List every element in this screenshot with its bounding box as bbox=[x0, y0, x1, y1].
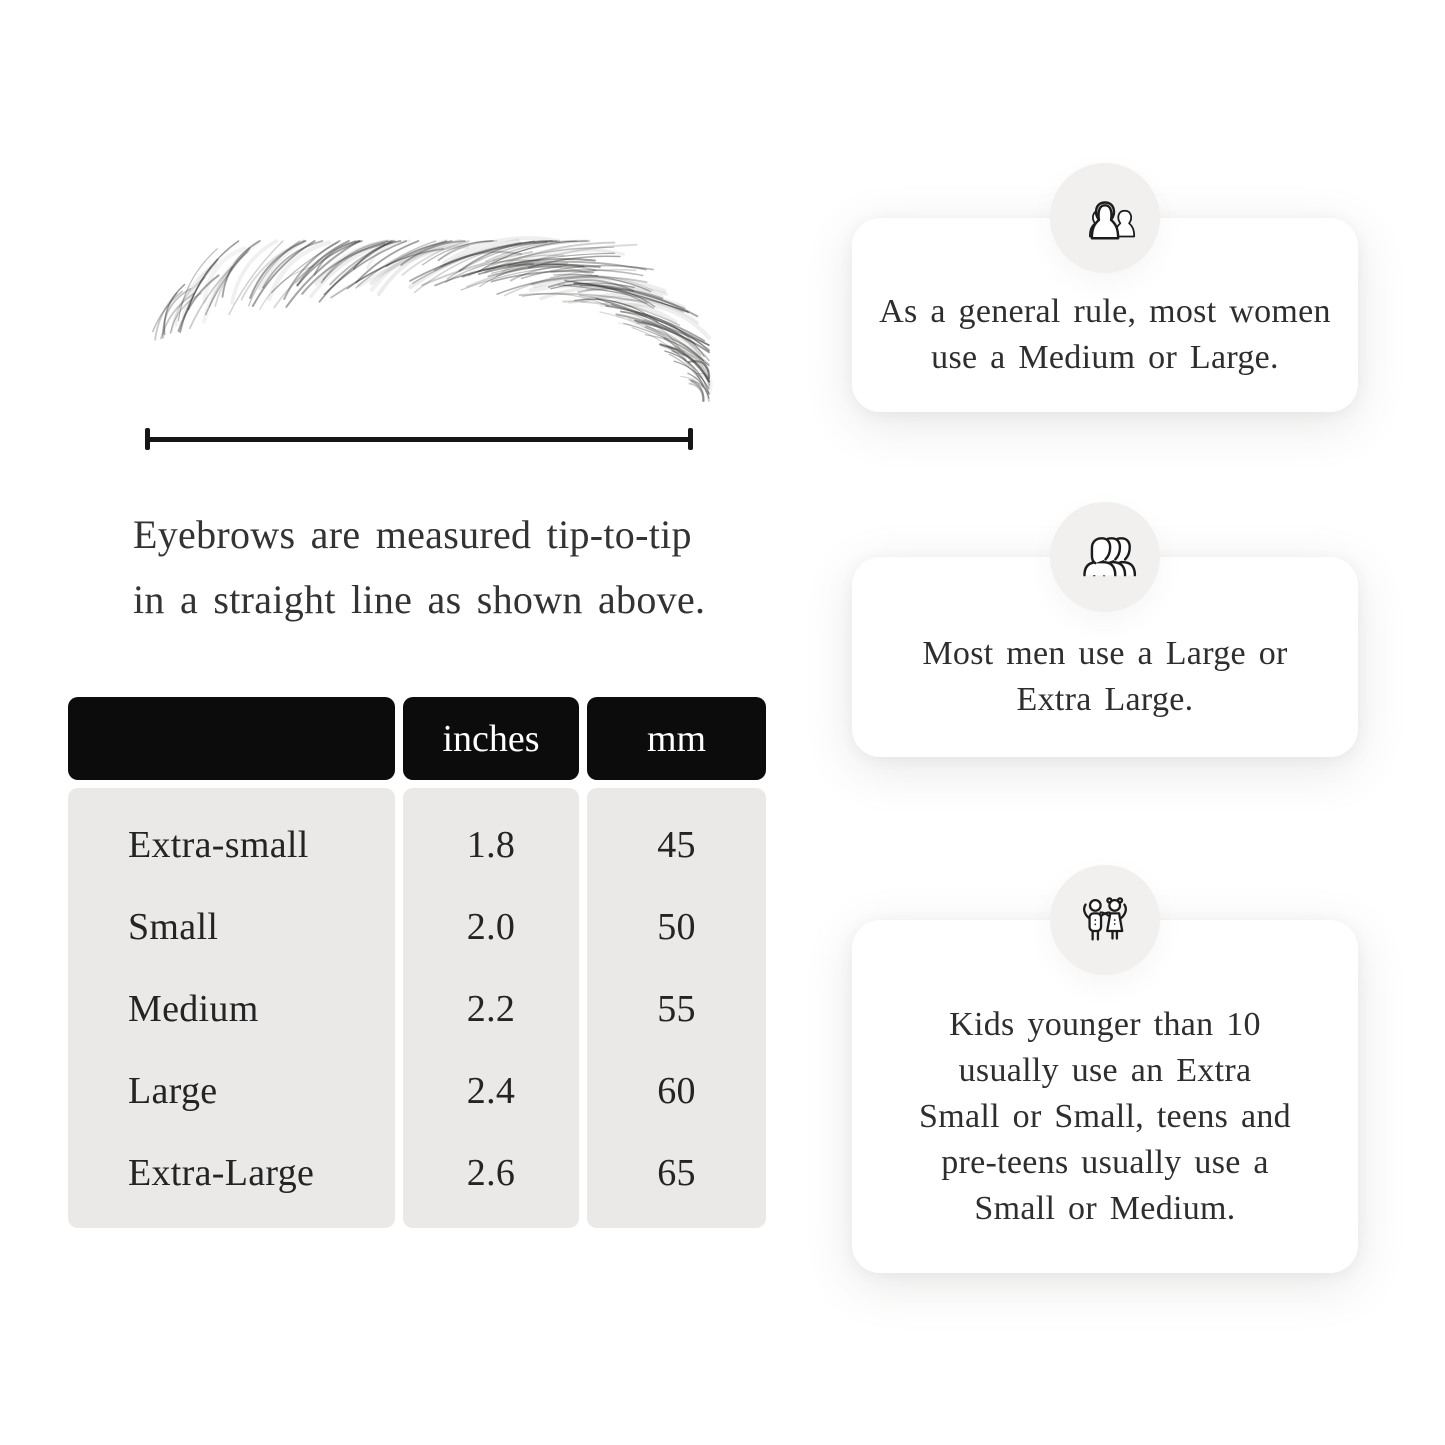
card-text-line: As a general rule, most women bbox=[879, 293, 1331, 330]
table-cell-inches: 2.4 bbox=[466, 1070, 516, 1112]
table-cell-inches: 2.6 bbox=[466, 1152, 516, 1194]
table-cell-label: Extra-small bbox=[128, 824, 309, 866]
card-text-line: Most men use a Large or bbox=[922, 635, 1288, 672]
measurement-bar bbox=[145, 437, 693, 442]
men-group-icon bbox=[1073, 536, 1137, 578]
table-cell-mm: 50 bbox=[657, 906, 696, 948]
table-cell-mm: 60 bbox=[657, 1070, 696, 1112]
size-table-column-labels bbox=[68, 788, 395, 1228]
caption-line-2: in a straight line as shown above. bbox=[133, 577, 706, 622]
icon-circle bbox=[1050, 865, 1160, 975]
table-cell-inches: 2.0 bbox=[466, 906, 516, 948]
size-table-header-blank bbox=[68, 697, 395, 780]
info-card-women bbox=[852, 218, 1358, 412]
table-cell-mm: 45 bbox=[657, 824, 696, 866]
size-table-header-mm: mm bbox=[587, 697, 766, 780]
card-text-line: Kids younger than 10 bbox=[949, 1005, 1261, 1043]
eyebrow-illustration bbox=[115, 233, 715, 408]
icon-circle bbox=[1050, 163, 1160, 273]
card-text-line: use a Medium or Large. bbox=[931, 339, 1279, 376]
caption-line-1: Eyebrows are measured tip-to-tip bbox=[133, 512, 692, 557]
card-text-line: pre-teens usually use a bbox=[941, 1143, 1269, 1181]
table-cell-inches: 1.8 bbox=[466, 824, 516, 866]
card-text-line: Small or Small, teens and bbox=[919, 1097, 1291, 1135]
info-card-men bbox=[852, 557, 1358, 757]
kids-icon bbox=[1075, 895, 1135, 945]
table-cell-mm: 65 bbox=[657, 1152, 696, 1194]
card-text-line: Extra Large. bbox=[1016, 681, 1194, 718]
icon-circle bbox=[1050, 502, 1160, 612]
measurement-line bbox=[145, 428, 693, 450]
size-table-column-mm bbox=[587, 788, 766, 1228]
table-cell-label: Medium bbox=[128, 988, 259, 1030]
table-cell-mm: 55 bbox=[657, 988, 696, 1030]
card-text-line: Small or Medium. bbox=[974, 1189, 1236, 1227]
table-cell-label: Large bbox=[128, 1070, 218, 1112]
card-text-line: usually use an Extra bbox=[958, 1051, 1252, 1089]
table-cell-inches: 2.2 bbox=[466, 988, 516, 1030]
size-table-header-inches: inches bbox=[403, 697, 579, 780]
size-table-column-inches bbox=[403, 788, 579, 1228]
table-cell-label: Small bbox=[128, 906, 219, 948]
measurement-endcap-right bbox=[688, 428, 693, 450]
info-card-kids bbox=[852, 920, 1358, 1273]
table-cell-label: Extra-Large bbox=[128, 1152, 315, 1194]
women-group-icon bbox=[1073, 195, 1137, 242]
measurement-caption bbox=[133, 502, 733, 632]
